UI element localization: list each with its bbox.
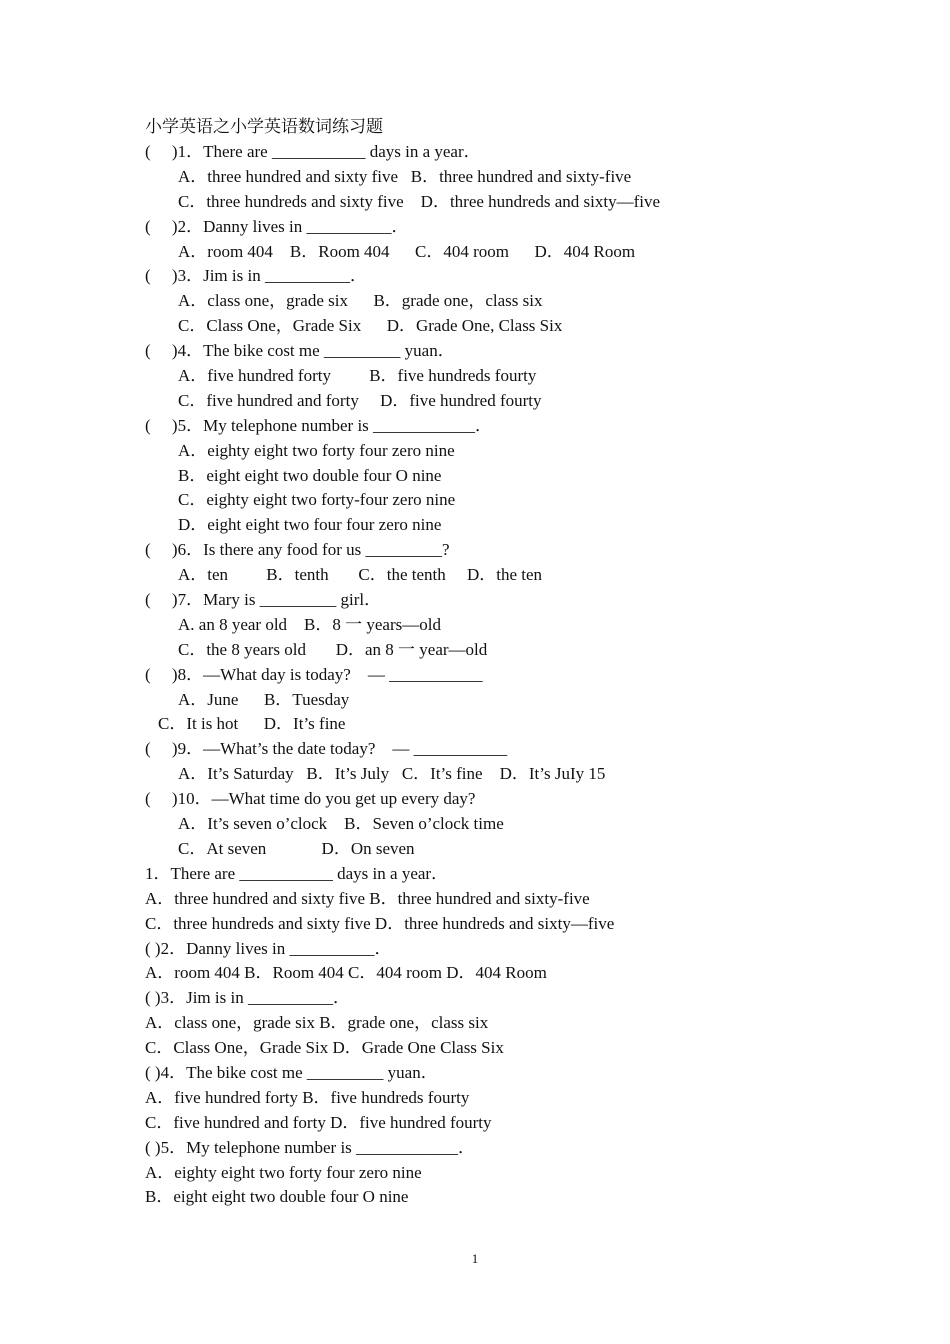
question-line: ( )10．—What time do you get up every day?: [145, 789, 476, 809]
question-line: 1．There are ___________ days in a year．: [145, 863, 449, 883]
answer-option-line: A．eighty eight two forty four zero nine: [178, 440, 455, 460]
question-line: A．five hundred forty B．five hundreds fourty: [145, 1087, 470, 1107]
answer-option-line: A. an 8 year old B．8 一 years—old: [178, 614, 441, 634]
answer-option-line: A．It’s Saturday B．It’s July C．It’s fine D．It’s JuIy 15: [178, 764, 606, 784]
answer-option-line: A．It’s seven o’clock B．Seven o’clock time: [178, 814, 504, 834]
answer-option-line: C．Class One，Grade Six D．Grade One, Class Six: [178, 316, 563, 336]
question-line: ( )3．Jim is in __________．: [145, 988, 350, 1008]
answer-option-line: B．eight eight two double four O nine: [178, 465, 442, 485]
question-line: C．five hundred and forty D．five hundred fourty: [145, 1112, 492, 1132]
answer-option-line: C．It is hot D．It’s fine: [158, 714, 346, 734]
answer-option-line: C．At seven D．On seven: [178, 838, 415, 858]
answer-option-line: A．room 404 B．Room 404 C．404 room D．404 Room: [178, 241, 636, 261]
question-line: ( )8．—What day is today? — ___________: [145, 664, 483, 684]
question-line: C．Class One，Grade Six D．Grade One Class Six: [145, 1038, 504, 1058]
answer-option-line: D．eight eight two four four zero nine: [178, 515, 442, 535]
question-line: ( )5．My telephone number is ____________．: [145, 415, 493, 435]
question-line: ( )6．Is there any food for us _________?: [145, 540, 450, 560]
answer-option-line: A．June B．Tuesday: [178, 689, 350, 709]
question-line: ( )2．Danny lives in __________．: [145, 216, 409, 236]
question-line: A．room 404 B．Room 404 C．404 room D．404 Room: [145, 963, 547, 983]
answer-option-line: A．five hundred forty B．five hundreds fourty: [178, 366, 537, 386]
exercise-content: [145, 140, 865, 1210]
question-line: ( )2．Danny lives in __________．: [145, 938, 392, 958]
question-line: A．class one，grade six B．grade one，class six: [145, 1013, 489, 1033]
answer-option-line: C．five hundred and forty D．five hundred fourty: [178, 390, 542, 410]
question-line: ( )4．The bike cost me _________ yuan．: [145, 1062, 438, 1082]
answer-option-line: A．three hundred and sixty five B．three hundred and sixty-five: [178, 166, 632, 186]
answer-option-line: A．ten B．tenth C．the tenth D．the ten: [178, 565, 543, 585]
question-line: ( )5．My telephone number is ____________．: [145, 1137, 476, 1157]
question-line: A．eighty eight two forty four zero nine: [145, 1162, 422, 1182]
question-line: ( )7．Mary is _________ girl．: [145, 590, 382, 610]
question-line: C．three hundreds and sixty five D．three hundreds and sixty—five: [145, 913, 615, 933]
question-line: A．three hundred and sixty five B．three hundred and sixty-five: [145, 888, 590, 908]
question-line: ( )9．—What’s the date today? — ___________: [145, 739, 508, 759]
answer-option-line: C．three hundreds and sixty five D．three hundreds and sixty—five: [178, 191, 661, 211]
answer-option-line: C．the 8 years old D．an 8 一 year—old: [178, 639, 488, 659]
page-title: 小学英语之小学英语数词练习题: [145, 117, 383, 136]
question-line: ( )1．There are ___________ days in a year．: [145, 142, 481, 161]
question-line: B．eight eight two double four O nine: [145, 1187, 409, 1207]
answer-option-line: C．eighty eight two forty-four zero nine: [178, 490, 456, 510]
question-line: ( )3．Jim is in __________．: [145, 266, 367, 286]
page-number: 1: [471, 1251, 479, 1266]
question-line: ( )4．The bike cost me _________ yuan．: [145, 341, 455, 361]
answer-option-line: A．class one，grade six B．grade one，class six: [178, 291, 543, 311]
